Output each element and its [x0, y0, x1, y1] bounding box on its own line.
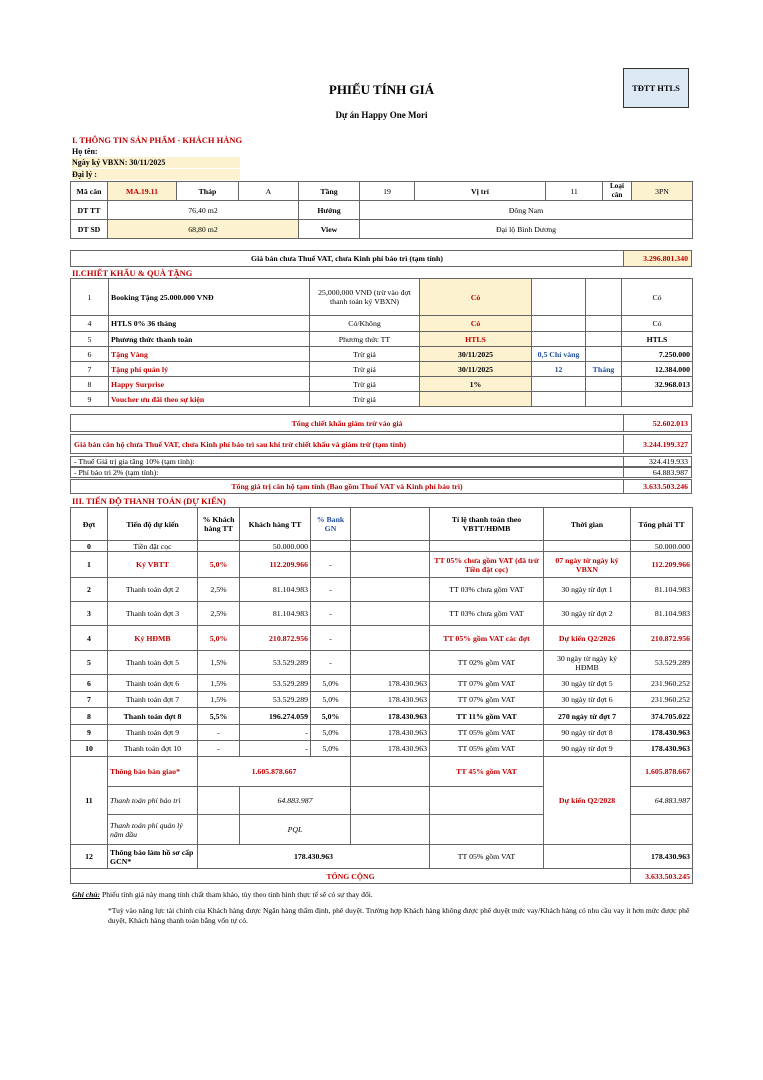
base-price-value-text: 3.296.801.340 [643, 254, 688, 263]
note-2: *Tuỳ vào năng lực tài chính của Khách hàng được Ngân hàng thẩm định, phê duyệt. Trường hợp Khách hàng không được phê duyệt mức vay/Khách hàng có nhu cầu vay ít hơn mức được phê duyệt, Khách hàng thanh toán bằng vốn tự có. [108, 906, 690, 925]
discount-name: Happy Surprise [109, 377, 310, 392]
certificate-step: Thông báo làm hồ sơ cấp GCN* [108, 845, 198, 869]
payment-bank-pct: 5,0% [311, 741, 351, 757]
discount-detail: 0,5 Chỉ vàng [532, 347, 586, 362]
page-subtitle: Dự án Happy One Mori [335, 110, 428, 120]
payment-row [71, 675, 693, 692]
stamp-text: TĐTT HTLS [632, 83, 680, 93]
payment-total: 210.872.956 [631, 626, 693, 651]
payment-total: 81.104.983 [631, 602, 693, 626]
payment-customer-amount: 112.209.966 [240, 552, 311, 578]
discount-condition: Có/Không [310, 316, 420, 332]
discount-unit: Tháng [586, 362, 622, 377]
payment-no: 0 [71, 541, 108, 552]
payment-no: 5 [71, 651, 108, 675]
discount-total-value-text: 52.602.013 [652, 418, 688, 428]
payment-time: Dự kiến Q2/2026 [544, 626, 631, 651]
payment-bank-amount [351, 602, 430, 626]
payment-customer-amount: 53.529.289 [240, 692, 311, 708]
payment-ratio: TT 05% chưa gồm VAT (đã trừ Tiền đặt cọc) [430, 552, 544, 578]
payment-total: 374.705.022 [631, 708, 693, 725]
direction: Đông Nam [360, 201, 693, 220]
payment-row [71, 541, 693, 552]
grand-value-value [623, 479, 692, 494]
payment-customer-amount: 196.274.059 [240, 708, 311, 725]
payment-step: Thanh toán đợt 6 [108, 675, 198, 692]
payment-customer-pct: - [198, 725, 240, 741]
payment-customer-amount: 210.872.956 [240, 626, 311, 651]
maintenance-fee-value-text: 64.883.987 [652, 468, 688, 477]
position: 11 [546, 182, 603, 201]
payment-bank-pct: - [311, 626, 351, 651]
col-bank-pct: % Bank GN [311, 508, 351, 541]
payment-row [71, 708, 693, 725]
notes-label: Ghi chú: [72, 890, 101, 899]
unit-type: 3PN [632, 182, 693, 201]
discount-option: 1% [420, 377, 532, 392]
discount-row [71, 362, 693, 377]
discount-unit [586, 347, 622, 362]
payment-step: Ký HĐMB [108, 626, 198, 651]
notes-block [72, 890, 373, 899]
management-amount: PQL [240, 815, 351, 845]
payment-bank-pct: - [311, 552, 351, 578]
maintenance-total: 64.883.987 [631, 787, 693, 815]
payment-total: 231.960.252 [631, 692, 693, 708]
vat-label [70, 456, 624, 467]
payment-time: 07 ngày từ ngày ký VBXN [544, 552, 631, 578]
payment-row [71, 626, 693, 651]
payment-total: 178.430.963 [631, 741, 693, 757]
discount-detail: 12 [532, 362, 586, 377]
col-total: Tổng phải TT [631, 508, 693, 541]
grand-value-value-text: 3.633.503.246 [643, 482, 688, 491]
handover-total: 1.605.878.667 [631, 757, 693, 787]
discount-option: 30/11/2025 [420, 362, 532, 377]
payment-bank-pct: 5,0% [311, 692, 351, 708]
payment-bank-pct: 5,0% [311, 725, 351, 741]
col-schedule: Tiến độ dự kiến [108, 508, 198, 541]
payment-time: 30 ngày từ đợt 2 [544, 602, 631, 626]
payment-ratio: TT 05% gồm VAT các đợt [430, 626, 544, 651]
payment-bank-amount [351, 578, 430, 602]
unit-code-label: Mã căn [71, 182, 108, 201]
payment-row [71, 692, 693, 708]
discount-name: Voucher ưu đãi theo sự kiện [109, 392, 310, 407]
discount-row [71, 377, 693, 392]
maintenance-bank [351, 787, 430, 815]
payment-row-handover [71, 757, 693, 787]
management-bank [351, 815, 430, 845]
discount-detail [532, 332, 586, 347]
payment-time [544, 541, 631, 552]
payment-row [71, 552, 693, 578]
discount-value: Có [622, 316, 693, 332]
discount-name: Phương thức thanh toán [109, 332, 310, 347]
direction-label: Hướng [299, 201, 360, 220]
payment-bank-pct [311, 541, 351, 552]
agency-label: Đại lý : [72, 169, 240, 180]
payment-bank-amount: 178.430.963 [351, 725, 430, 741]
payment-row [71, 741, 693, 757]
stamp-box [623, 68, 689, 108]
discount-row [71, 332, 693, 347]
note-1: Phiếu tính giá này mang tính chất tham khảo, tùy theo tình hình thực tế sẽ có sự thay đổi. [101, 890, 373, 899]
col-payment-ratio: Tỉ lệ thanh toán theo VBTT/HĐMB [430, 508, 544, 541]
discount-option: Có [420, 316, 532, 332]
discount-condition: Phương thức TT [310, 332, 420, 347]
tower-label: Tháp [177, 182, 239, 201]
discount-unit [586, 316, 622, 332]
col-customer-amount: Khách hàng TT [240, 508, 311, 541]
col-time: Thời gian [544, 508, 631, 541]
vat-value [623, 456, 692, 467]
vat-label-text: - Thuế Giá trị gia tăng 10% (tạm tính): [74, 457, 195, 466]
discount-value: Có [622, 279, 693, 316]
payment-row [71, 578, 693, 602]
area-tt-label: DT TT [71, 201, 108, 220]
discount-name: Booking Tặng 25.000.000 VNĐ [109, 279, 310, 316]
discount-unit [586, 279, 622, 316]
payment-ratio: TT 02% gồm VAT [430, 651, 544, 675]
discount-value: 32.968.013 [622, 377, 693, 392]
payment-total: 50.000.000 [631, 541, 693, 552]
col-bank-amount [351, 508, 430, 541]
payment-no: 9 [71, 725, 108, 741]
payment-customer-amount: 53.529.289 [240, 675, 311, 692]
discount-name: Tặng phí quản lý [109, 362, 310, 377]
discount-no: 6 [71, 347, 109, 362]
maintenance-ratio [430, 787, 544, 815]
discount-detail [532, 279, 586, 316]
discount-unit [586, 392, 622, 407]
payment-customer-amount: - [240, 725, 311, 741]
discount-option: Có [420, 279, 532, 316]
grand-value-label [70, 479, 624, 494]
payment-customer-pct: 5,0% [198, 552, 240, 578]
payment-ratio: TT 03% chưa gồm VAT [430, 602, 544, 626]
discount-option: 30/11/2025 [420, 347, 532, 362]
payment-customer-pct: 5,5% [198, 708, 240, 725]
discount-table [70, 278, 693, 407]
payment-no: 12 [71, 845, 108, 869]
payment-no: 10 [71, 741, 108, 757]
payment-no: 6 [71, 675, 108, 692]
payment-row [71, 725, 693, 741]
payment-step: Ký VBTT [108, 552, 198, 578]
discount-row [71, 392, 693, 407]
floor-label: Tầng [299, 182, 360, 201]
net-price-label [70, 434, 624, 454]
certificate-total: 178.430.963 [631, 845, 693, 869]
payment-customer-pct: 2,5% [198, 578, 240, 602]
management-step: Thanh toán phí quản lý năm đầu [108, 815, 198, 845]
discount-no: 4 [71, 316, 109, 332]
payment-bank-amount: 178.430.963 [351, 741, 430, 757]
payment-step: Thanh toán đợt 9 [108, 725, 198, 741]
payment-total: 53.529.289 [631, 651, 693, 675]
certificate-amount: 178.430.963 [198, 845, 430, 869]
payment-time: 30 ngày từ đợt 1 [544, 578, 631, 602]
grand-total-value: 3.633.503.245 [631, 869, 693, 884]
payment-no: 1 [71, 552, 108, 578]
discount-condition: Trừ giá [310, 347, 420, 362]
section-2-heading: II.CHIẾT KHẤU & QUÀ TẶNG [72, 268, 193, 278]
payment-time: 30 ngày từ đợt 5 [544, 675, 631, 692]
certificate-time [544, 845, 631, 869]
view: Đại lộ Bình Dương [360, 220, 693, 239]
payment-step: Tiền đặt cọc [108, 541, 198, 552]
product-info-table [70, 181, 693, 239]
area-sd-label: DT SD [71, 220, 108, 239]
payment-bank-pct: 5,0% [311, 708, 351, 725]
discount-value [622, 392, 693, 407]
payment-bank-pct: - [311, 602, 351, 626]
payment-customer-pct: - [198, 741, 240, 757]
discount-no: 8 [71, 377, 109, 392]
payment-no: 8 [71, 708, 108, 725]
base-price-value [623, 250, 692, 267]
col-customer-pct: % Khách hàng TT [198, 508, 240, 541]
payment-time: 30 ngày từ đợt 6 [544, 692, 631, 708]
vat-value-text: 324.419.933 [649, 457, 688, 466]
discount-value: 7.250.000 [622, 347, 693, 362]
discount-option [420, 392, 532, 407]
maintenance-fee-label [70, 467, 624, 478]
payment-customer-pct: 1,5% [198, 675, 240, 692]
maintenance-step: Thanh toán phí bảo trì [108, 787, 198, 815]
discount-value: HTLS [622, 332, 693, 347]
area-tt: 76,40 m2 [108, 201, 299, 220]
payment-step: Thanh toán đợt 2 [108, 578, 198, 602]
section-1-heading: I. THÔNG TIN SẢN PHẨM - KHÁCH HÀNG [72, 135, 243, 145]
payment-customer-amount: 81.104.983 [240, 602, 311, 626]
discount-condition: Trừ giá [310, 392, 420, 407]
payment-step: Thanh toán đợt 7 [108, 692, 198, 708]
payment-bank-amount: 178.430.963 [351, 675, 430, 692]
discount-row [71, 279, 693, 316]
certificate-ratio: TT 05% gồm VAT [430, 845, 544, 869]
unit-code: MA.19.11 [108, 182, 177, 201]
discount-total-value [623, 414, 692, 432]
customer-name-label: Họ tên: [72, 147, 98, 156]
col-installment: Đợt [71, 508, 108, 541]
payment-no: 3 [71, 602, 108, 626]
discount-unit [586, 332, 622, 347]
payment-bank-amount [351, 651, 430, 675]
discount-no: 9 [71, 392, 109, 407]
payment-ratio: TT 03% chưa gồm VAT [430, 578, 544, 602]
view-label: View [299, 220, 360, 239]
payment-customer-amount: 81.104.983 [240, 578, 311, 602]
payment-bank-pct: - [311, 651, 351, 675]
maintenance-amount: 64.883.987 [240, 787, 351, 815]
unit-type-label: Loại căn [603, 182, 632, 201]
payment-row [71, 651, 693, 675]
sign-date: Ngày ký VBXN: 30/11/2025 [72, 157, 240, 168]
handover-time: Dự kiến Q2/2028 [544, 757, 631, 845]
maintenance-pct [198, 787, 240, 815]
payment-no: 2 [71, 578, 108, 602]
handover-amount: 1.605.878.667 [198, 757, 351, 787]
management-ratio [430, 815, 544, 845]
payment-no: 7 [71, 692, 108, 708]
handover-bank [351, 757, 430, 787]
payment-customer-pct [198, 541, 240, 552]
payment-ratio: TT 07% gồm VAT [430, 692, 544, 708]
discount-condition: Trừ giá [310, 377, 420, 392]
payment-ratio: TT 11% gồm VAT [430, 708, 544, 725]
payment-ratio: TT 07% gồm VAT [430, 675, 544, 692]
grand-total-label: TỔNG CỘNG [71, 869, 631, 884]
payment-bank-amount: 178.430.963 [351, 708, 430, 725]
payment-ratio: TT 05% gồm VAT [430, 725, 544, 741]
discount-name: Tặng Vàng [109, 347, 310, 362]
discount-name: HTLS 0% 36 tháng [109, 316, 310, 332]
payment-step: Thanh toán đợt 10 [108, 741, 198, 757]
payment-no: 11 [71, 757, 108, 845]
handover-ratio: TT 45% gồm VAT [430, 757, 544, 787]
position-label: Vị trí [415, 182, 546, 201]
discount-row [71, 316, 693, 332]
discount-detail [532, 377, 586, 392]
area-sd: 68,80 m2 [108, 220, 299, 239]
payment-customer-amount: - [240, 741, 311, 757]
payment-bank-amount [351, 626, 430, 651]
tower: A [239, 182, 299, 201]
discount-total-label-text: Tổng chiết khấu giảm trừ vào giá [291, 418, 403, 428]
payment-customer-pct: 2,5% [198, 602, 240, 626]
payment-step: Thanh toán đợt 8 [108, 708, 198, 725]
payment-total: 112.209.966 [631, 552, 693, 578]
payment-time: 30 ngày từ ngày ký HĐMB [544, 651, 631, 675]
payment-bank-pct: - [311, 578, 351, 602]
payment-bank-amount [351, 541, 430, 552]
payment-ratio [430, 541, 544, 552]
payment-no: 4 [71, 626, 108, 651]
management-total [631, 815, 693, 845]
discount-unit [586, 377, 622, 392]
payment-time: 270 ngày từ đợt 7 [544, 708, 631, 725]
discount-value: 12.384.000 [622, 362, 693, 377]
payment-bank-amount: 178.430.963 [351, 692, 430, 708]
payment-customer-pct: 1,5% [198, 692, 240, 708]
discount-no: 5 [71, 332, 109, 347]
net-price-label-text: Giá bán căn hộ chưa Thuế VAT, chưa Kinh phí bảo trì sau khi trừ chiết khấu và giảm trừ (tạm tính) [74, 439, 407, 449]
base-price-label-text: Giá bán chưa Thuế VAT, chưa Kinh phí bảo trì (tạm tính) [251, 254, 443, 263]
discount-option: HTLS [420, 332, 532, 347]
net-price-value-text: 3.244.199.327 [643, 439, 688, 449]
discount-detail [532, 392, 586, 407]
discount-no: 1 [71, 279, 109, 316]
payment-total: 178.430.963 [631, 725, 693, 741]
payment-customer-pct: 5,0% [198, 626, 240, 651]
section-3-heading: III. TIẾN ĐỘ THANH TOÁN (DỰ KIẾN) [72, 496, 226, 506]
payment-bank-amount [351, 552, 430, 578]
discount-total-label [70, 414, 624, 432]
maintenance-fee-value [623, 467, 692, 478]
grand-value-label-text: Tổng giá trị căn hộ tạm tính (Bao gồm Thuế VAT và Kinh phí bảo trì) [231, 482, 463, 491]
payment-schedule-table [70, 507, 693, 884]
page-title: PHIẾU TÍNH GIÁ [328, 82, 435, 97]
payment-customer-amount: 50.000.000 [240, 541, 311, 552]
payment-time: 90 ngày từ đợt 9 [544, 741, 631, 757]
payment-row-certificate [71, 845, 693, 869]
payment-customer-amount: 53.529.289 [240, 651, 311, 675]
handover-step: Thông báo bàn giao* [108, 757, 198, 787]
maintenance-fee-label-text: - Phí bảo trì 2% (tạm tính): [74, 468, 159, 477]
discount-row [71, 347, 693, 362]
payment-step: Thanh toán đợt 3 [108, 602, 198, 626]
discount-no: 7 [71, 362, 109, 377]
payment-customer-pct: 1,5% [198, 651, 240, 675]
discount-condition: 25,000,000 VNĐ (trừ vào đợt thanh toán ký VBXN) [310, 279, 420, 316]
discount-condition: Trừ giá [310, 362, 420, 377]
discount-detail [532, 316, 586, 332]
payment-row [71, 602, 693, 626]
payment-bank-pct: 5,0% [311, 675, 351, 692]
net-price-value [623, 434, 692, 454]
payment-time: 90 ngày từ đợt 8 [544, 725, 631, 741]
management-pct [198, 815, 240, 845]
payment-row-grand-total [71, 869, 693, 884]
payment-total: 231.960.252 [631, 675, 693, 692]
payment-total: 81.104.983 [631, 578, 693, 602]
payment-ratio: TT 05% gồm VAT [430, 741, 544, 757]
floor: 19 [360, 182, 415, 201]
base-price-label [70, 250, 624, 267]
payment-step: Thanh toán đợt 5 [108, 651, 198, 675]
